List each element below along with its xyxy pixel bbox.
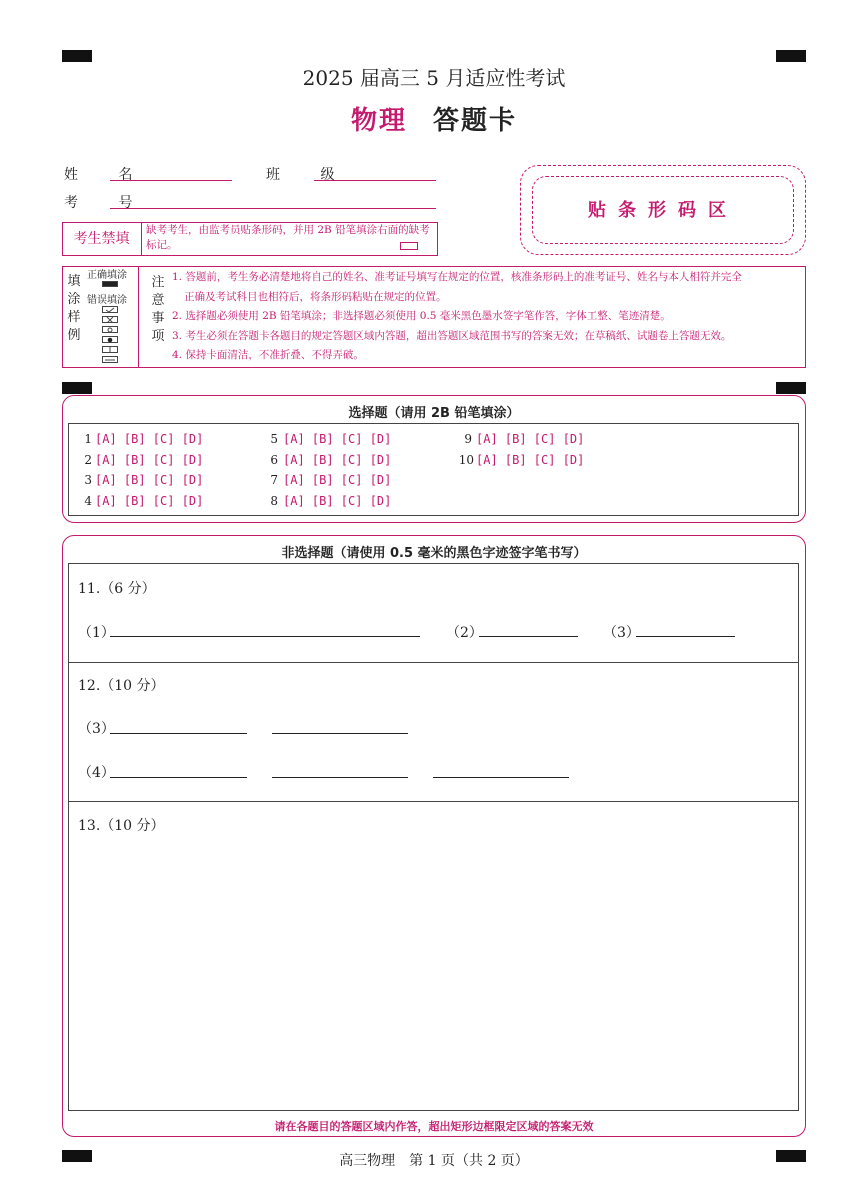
registration-mark-top-left (62, 50, 92, 62)
question-options[interactable]: [A] [B] [C] [D] (283, 432, 392, 446)
barcode-area[interactable]: 贴条形码区 (532, 176, 794, 244)
wrong-fill-sample-half (102, 356, 118, 363)
choice-section-title: 选择题（请用 2B 铅笔填涂） (348, 406, 520, 421)
registration-mark-top-right (776, 50, 806, 62)
question-number: 4 (84, 494, 92, 508)
question-options[interactable]: [A] [B] [C] [D] (283, 473, 392, 487)
registration-mark-mid-left (62, 382, 92, 394)
question-divider (68, 801, 799, 802)
question-13-title: 13.（10 分） (78, 818, 165, 834)
q12-blank-4-label: （4） (78, 765, 115, 781)
wrong-fill-label: 错误填涂 (87, 295, 127, 306)
question-number: 1 (84, 432, 92, 446)
name-field[interactable] (110, 180, 232, 181)
note-item: 正确及考试科目也相符后，将条形码粘贴在规定的位置。 (184, 290, 447, 303)
page-footer: 高三物理 第 1 页（共 2 页） (339, 1153, 529, 1169)
question-number: 3 (84, 473, 92, 487)
question-number: 2 (84, 453, 92, 467)
notes-divider (138, 266, 139, 368)
question-number: 10 (458, 453, 474, 467)
question-12-title: 12.（10 分） (78, 678, 165, 694)
subject-label: 物理 (350, 106, 407, 136)
question-options[interactable]: [A] [B] [C] [D] (95, 473, 204, 487)
question-options[interactable]: [A] [B] [C] [D] (476, 453, 585, 467)
notes-title: 注 意 事 项 (151, 275, 165, 344)
q12-blank-4c[interactable] (433, 777, 569, 778)
q11-blank-2-label: （2） (446, 625, 483, 641)
notes-list (172, 268, 804, 366)
correct-fill-label: 正确填涂 (87, 270, 127, 281)
class-label: 班 级 (266, 167, 353, 183)
fill-sample-title: 填 涂 样 例 (67, 274, 81, 343)
question-options[interactable]: [A] [B] [C] [D] (283, 453, 392, 467)
q12-blank-4b[interactable] (272, 777, 408, 778)
question-number: 5 (270, 432, 278, 446)
question-options[interactable]: [A] [B] [C] [D] (95, 453, 204, 467)
q11-blank-2[interactable] (479, 636, 578, 637)
name-label: 姓 名 (64, 167, 151, 183)
q12-blank-3-label: （3） (78, 721, 115, 737)
answer-area-warning: 请在各题目的答题区域内作答，超出矩形边框限定区域的答案无效 (274, 1120, 594, 1133)
question-divider (68, 662, 799, 663)
registration-mark-mid-right (776, 382, 806, 394)
q11-blank-3[interactable] (636, 636, 735, 637)
correct-fill-sample (102, 281, 118, 287)
note-item: 3. 考生必须在答题卡各题目的规定答题区域内答题，超出答题区域范围书写的答案无效；在草稿纸、试题卷上答题无效。 (172, 329, 732, 342)
wrong-fill-sample-circle (102, 326, 118, 333)
q12-blank-3a[interactable] (110, 733, 247, 734)
question-options[interactable]: [A] [B] [C] [D] (283, 494, 392, 508)
question-11-title: 11.（6 分） (78, 581, 156, 597)
question-number: 8 (270, 494, 278, 508)
note-item: 4. 保持卡面清洁，不准折叠、不得弄破。 (172, 349, 364, 361)
question-number: 7 (270, 473, 278, 487)
question-number: 6 (270, 453, 278, 467)
wrong-fill-sample-line (102, 346, 118, 353)
question-options[interactable]: [A] [B] [C] [D] (476, 432, 585, 446)
card-title (0, 100, 868, 137)
q11-blank-3-label: （3） (603, 625, 640, 641)
card-name: 答题卡 (433, 106, 518, 136)
question-13-answer-area[interactable] (69, 845, 798, 1110)
nonchoice-section-title: 非选择题（请使用 0.5 毫米的黑色字迹签字笔书写） (281, 546, 587, 561)
exam-no-label: 考 号 (64, 195, 151, 211)
question-options[interactable]: [A] [B] [C] [D] (95, 432, 204, 446)
exam-no-field[interactable] (110, 208, 436, 209)
wrong-fill-sample-dot (102, 336, 118, 343)
absent-mark-checkbox[interactable] (400, 242, 418, 250)
absent-label: 考生禁填 (62, 222, 142, 256)
q12-blank-3b[interactable] (272, 733, 408, 734)
q11-blank-1[interactable] (110, 636, 420, 637)
q12-blank-4a[interactable] (110, 777, 247, 778)
q11-blank-1-label: （1） (78, 625, 115, 641)
wrong-fill-sample-cross (102, 316, 118, 323)
question-options[interactable]: [A] [B] [C] [D] (95, 494, 204, 508)
exam-title: 2025 届高三 5 月适应性考试 (302, 66, 566, 90)
note-item: 2. 选择题必须使用 2B 铅笔填涂；非选择题必须使用 0.5 毫米黑色墨水签字笔作答，字体工整、笔迹清楚。 (172, 310, 671, 322)
question-number: 9 (464, 432, 472, 446)
class-field[interactable] (314, 180, 436, 181)
absent-instructions: 缺考考生，由监考员贴条形码，并用 2B 铅笔填涂右面的缺考标记。 (146, 224, 430, 251)
note-item: 1. 答题前，考生务必清楚地将自己的姓名、准考证号填写在规定的位置，核准条形码上的准考证号、姓名与本人相符并完全 (172, 271, 742, 283)
wrong-fill-sample-check (102, 306, 118, 313)
